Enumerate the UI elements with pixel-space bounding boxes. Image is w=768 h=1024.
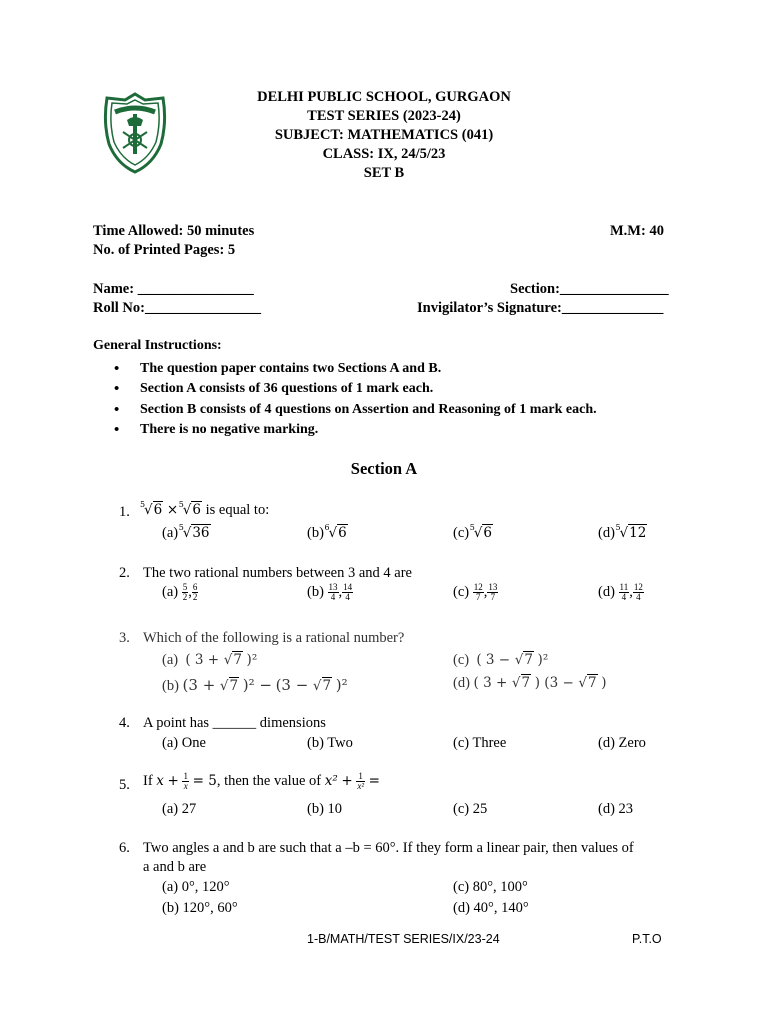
option-a: (a) 27 — [162, 801, 197, 817]
option-a: (a) $\frac{5}{2}$ , $\frac{6}{2}$ — [162, 582, 198, 603]
printed-pages: No. of Printed Pages: 5 — [93, 242, 236, 258]
question-2-stem: The two rational numbers between 3 and 4 are — [143, 565, 412, 581]
question-6-stem-line2: a and b are — [143, 859, 207, 875]
instruction-item: • Section A consists of 36 questions of 1 mark each. — [112, 379, 597, 399]
option-a: (a) 0°, 120° — [162, 879, 230, 895]
question-number: 1. — [119, 504, 130, 520]
subject: SUBJECT: MATHEMATICS (041) — [274, 127, 494, 143]
option-c: (c) 80°, 100° — [453, 879, 528, 895]
question-5-stem: If x + $\frac{1}{x}$ = 5, then the value of x² + $\frac{1}{\text{x²}}$ = — [143, 771, 380, 792]
question-number: 5. — [119, 777, 130, 793]
set-label: SET B — [363, 165, 405, 181]
option-a: (a) ( 3 + √7 )² — [162, 652, 258, 668]
option-d: (d) 5 √12 — [598, 523, 647, 541]
instruction-item: • There is no negative marking. — [112, 420, 597, 440]
question-4-stem: A point has ______ dimensions — [143, 715, 326, 731]
option-b: (b) 6 √6 — [307, 523, 347, 541]
option-b: (b) 10 — [307, 801, 343, 817]
question-number: 3. — [119, 630, 130, 646]
option-b: (b) 120°, 60° — [162, 900, 238, 916]
footer-pto: P.T.O — [632, 932, 662, 946]
invigilator-signature-field: Invigilator’s Signature:______________ — [417, 300, 664, 316]
instructions-list — [112, 359, 597, 441]
question-1-stem: 5 √6 × 5 √6 is equal to: — [140, 500, 270, 518]
question-6-stem-line1: Two angles a and b are such that a –b = 60°. If they form a linear pair, then values of — [143, 840, 634, 856]
option-b: (b) $\frac{13}{4}$ , $\frac{14}{4}$ — [307, 582, 353, 603]
question-3-stem: Which of the following is a rational number? — [143, 630, 405, 646]
test-series: TEST SERIES (2023-24) — [307, 108, 461, 124]
option-c: (c) 5 √6 — [453, 523, 492, 541]
question-number: 4. — [119, 715, 130, 731]
school-name: DELHI PUBLIC SCHOOL, GURGAON — [257, 89, 511, 105]
option-c: (c) ( 3 − √7 )² — [453, 652, 549, 668]
question-number: 2. — [119, 565, 130, 581]
section-title: Section A — [350, 459, 418, 478]
option-c: (c) $\frac{12}{7}$ , $\frac{13}{7}$ — [453, 582, 498, 603]
name-field: Name: ________________ — [93, 281, 254, 297]
radical: 5 √6 — [140, 500, 163, 518]
question-number: 6. — [119, 840, 130, 856]
option-d: (d) ( 3 + √7 ) (3 − √7 ) — [453, 675, 607, 691]
option-d: (d) 40°, 140° — [453, 900, 529, 916]
option-a: (a) One — [162, 735, 206, 751]
instruction-item: • Section B consists of 4 questions on Assertion and Reasoning of 1 mark each. — [112, 400, 597, 420]
instruction-item: • The question paper contains two Sections A and B. — [112, 359, 597, 379]
roll-field: Roll No:________________ — [93, 300, 261, 316]
option-d: (d) Zero — [598, 735, 646, 751]
option-c: (c) 25 — [453, 801, 488, 817]
option-d: (d) 23 — [598, 801, 634, 817]
option-a: (a) 5 √36 — [162, 523, 210, 541]
radical: 5 √6 — [178, 500, 201, 518]
max-marks: M.M: 40 — [610, 223, 664, 239]
option-c: (c) Three — [453, 735, 507, 751]
class-date: CLASS: IX, 24/5/23 — [322, 146, 446, 162]
time-allowed: Time Allowed: 50 minutes — [93, 223, 255, 239]
option-d: (d) $\frac{11}{4}$ , $\frac{12}{4}$ — [598, 582, 643, 603]
option-b: (b) (3 + √7 )² − (3 − √7 )² — [162, 676, 348, 694]
section-field: Section:_______________ — [510, 281, 669, 297]
footer-code: 1-B/MATH/TEST SERIES/IX/23-24 — [307, 932, 500, 946]
option-b: (b) Two — [307, 735, 353, 751]
instructions-title: General Instructions: — [93, 338, 222, 353]
